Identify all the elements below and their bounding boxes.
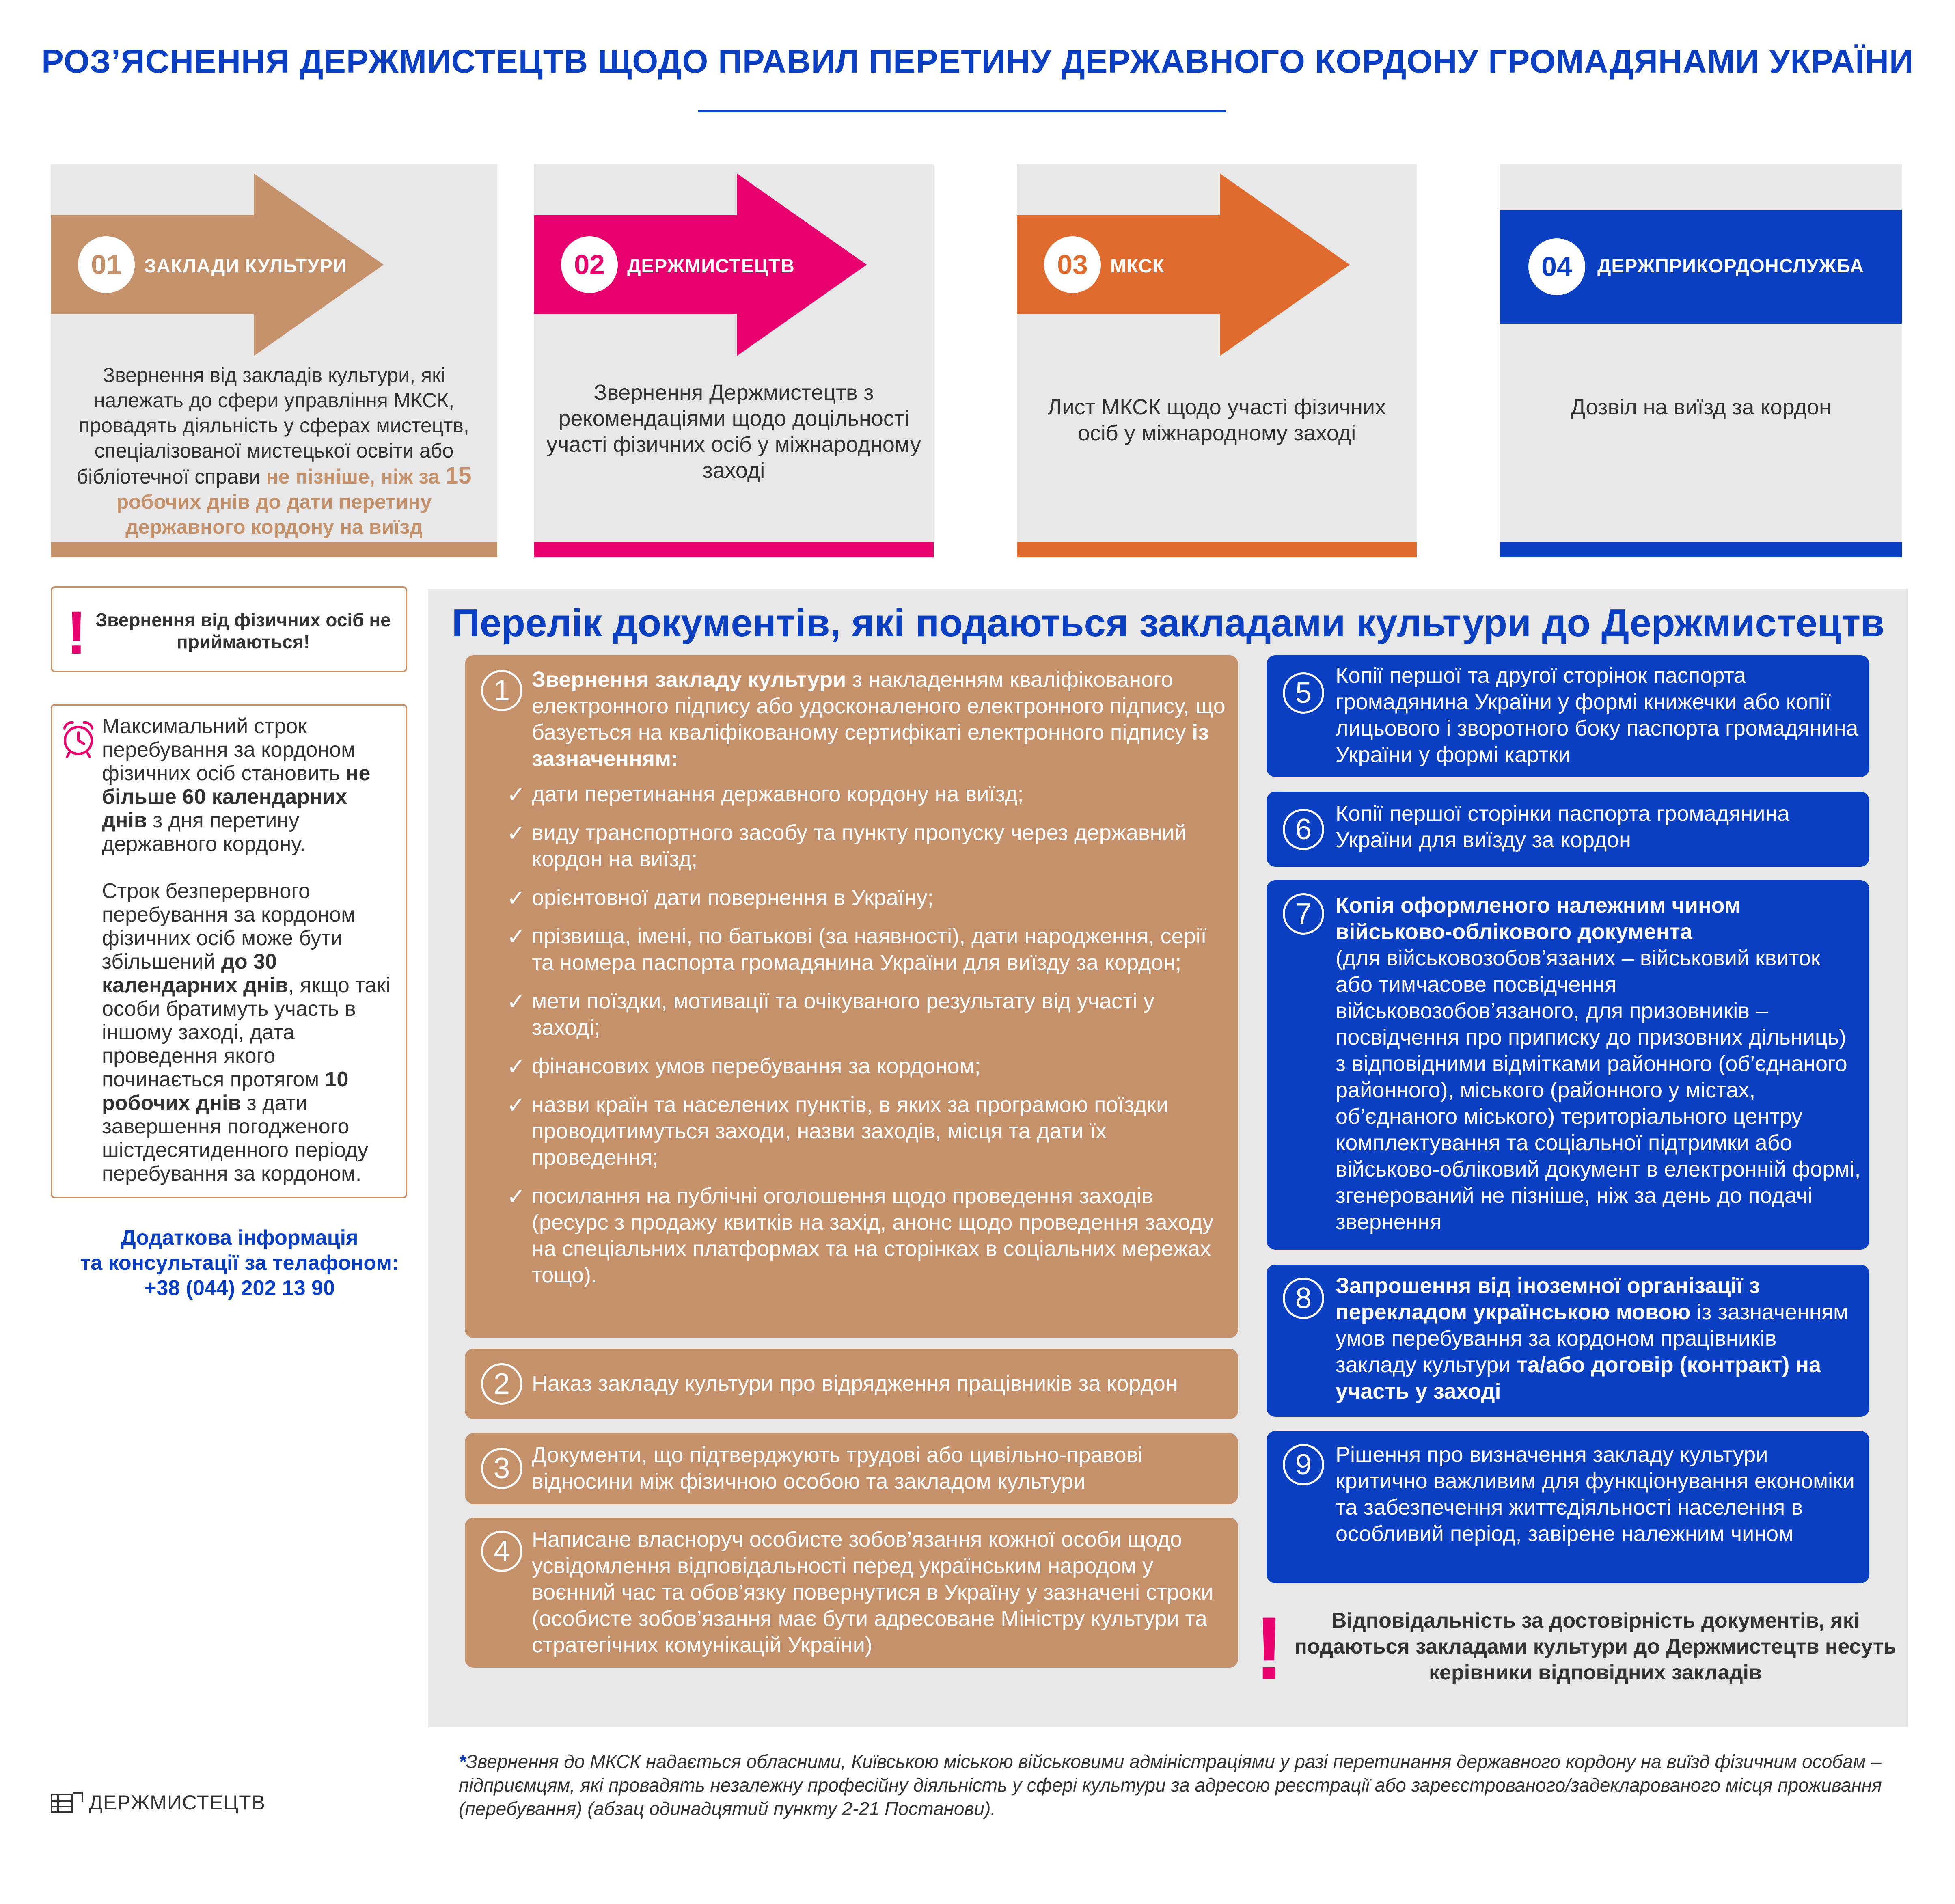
document-item-2 (465, 1349, 1238, 1419)
contact-info (41, 1225, 438, 1301)
check-icon: ✓ (507, 1092, 526, 1118)
step-bar-03 (1017, 542, 1417, 557)
info-box (51, 704, 407, 1198)
check-icon: ✓ (507, 989, 526, 1014)
contact-line-2: та консультації за телафоном: (80, 1251, 399, 1275)
exclamation-icon: ! (1254, 1598, 1284, 1698)
step-label-04: ДЕРЖПРИКОРДОНСЛУЖБА (1597, 255, 1864, 276)
number-circle-4: 4 (481, 1531, 522, 1572)
check-icon: ✓ (507, 1053, 526, 1079)
document-item-4 (465, 1518, 1238, 1668)
footnote (459, 1750, 1904, 1820)
step-bar-04 (1500, 542, 1902, 557)
document-intro-1: Звернення закладу культури з накладенням кваліфікованого електронного підпису або удосконаленого електронного підпису, що базується на кваліфікованому сертифікаті електронного підпису із зазначенням: (532, 667, 1226, 771)
document-item-5 (1267, 655, 1869, 777)
step-label-03: МКСК (1110, 255, 1165, 276)
list-item: ✓ виду транспортного засобу та пункту пропуску через державний кордон на виїзд; (507, 820, 1187, 871)
warning-text: Звернення від фізичних осіб не приймаються! (95, 609, 391, 652)
exclamation-icon: ! (66, 598, 87, 667)
step-bar-01 (51, 542, 497, 557)
document-checklist (507, 781, 1226, 1289)
document-text-3: Документи, що підтверджують трудові або цивільно-правові відносини між фізичною особою та закладом культури (532, 1443, 1143, 1494)
document-text-9: Рішення про визначення закладу культури критично важливим для функціонування економіки та забезпечення життєдіяльності населення в особливий період, завірене належним чином (1336, 1442, 1855, 1546)
step-desc-04: Дозвіл на виїзд за кордон (1571, 395, 1831, 419)
step-card-04 (1500, 164, 1902, 557)
number-circle-6: 6 (1283, 809, 1324, 850)
panel-title: Перелік документів, які подаються закладами культури до Держмистецтв (451, 601, 1885, 645)
number-circle-5: 5 (1283, 672, 1324, 714)
number-circle-1: 1 (481, 670, 522, 711)
list-item: ✓ дати перетинання державного кордону на виїзд; (507, 781, 1024, 807)
step-number-02: 02 (561, 236, 618, 293)
logo (51, 1790, 265, 1815)
list-item: ✓ назви країн та населених пунктів, в яких за програмою поїздки проводитимуться заходи, назви заходів, місця та дати їх проведення; (507, 1092, 1169, 1170)
responsibility-text: Відповідальність за достовірність документів, які подаються закладами культури до Держмистецтв несуть керівники відповідних закладів (1294, 1609, 1897, 1684)
number-circle-9: 9 (1283, 1444, 1324, 1485)
step-bar-02 (534, 542, 934, 557)
info-paragraph-1: Максимальний строк перебування за кордоном фізичних осіб становить не більше 60 календарних днів з дня перетину державного кордону. (102, 715, 371, 856)
step-desc-03: Лист МКСК щодо участі фізичних осіб у міжнародному заході (1047, 395, 1386, 445)
document-item-6 (1267, 792, 1869, 867)
footnote-text: Звернення до МКСК надається обласними, Київською міською військовими адміністраціями у разі перетинання державного кордону на виїзд фізичним особам – підприємцям, які провадять незалежну професійну діяльність у сфері культури за адресою реєстрації або зареєстрованого/задекларованого місця проживання (перебування) (абзац одинадцятий пункту 2-21 Постанови). (459, 1751, 1882, 1819)
document-text-5: Копії першої та другої сторінок паспорта громадянина України у формі книжечки або копії лицьового і зворотного боку паспорта громадянина України у формі картки (1336, 663, 1858, 767)
document-text-1 (507, 667, 1226, 1301)
document-text-8: Запрошення від іноземної організації з перекладом українською мовою із зазначенням умов перебування за кордоном працівників закладу культури та/або договір (контракт) на участь у заході (1336, 1274, 1849, 1403)
logo-text: ДЕРЖМИСТЕЦТВ (89, 1791, 265, 1814)
number-circle-3: 3 (481, 1448, 522, 1489)
check-icon: ✓ (507, 924, 526, 949)
alarm-clock-icon (60, 718, 96, 758)
list-item: ✓ прізвища, імені, по батькові (за наявності), дати народження, серії та номера паспорта громадянина України для виїзду за кордон; (507, 924, 1207, 975)
list-item: ✓ фінансових умов перебування за кордоном; (507, 1053, 981, 1079)
contact-phone[interactable]: +38 (044) 202 13 90 (144, 1276, 335, 1300)
document-text-2: Наказ закладу культури про відрядження працівників за кордон (532, 1371, 1178, 1396)
step-card-01 (51, 164, 497, 557)
check-icon: ✓ (507, 820, 526, 846)
step-desc-01: Звернення від закладів культури, які належать до сфери управління МКСК, провадять діяльність у сферах мистецтв, спеціалізованої мистецької освіти або бібліотечної справи не пізніше, ніж за 15 робочих днів до дати перетину державного кордону на виїзд (76, 364, 472, 538)
logo-icon (51, 1790, 83, 1815)
info-text (102, 715, 397, 1185)
contact-line-1: Додаткова інформація (121, 1226, 358, 1250)
page-title: РОЗ’ЯСНЕННЯ ДЕРЖМИСТЕЦТВ ЩОДО ПРАВИЛ ПЕРЕТИНУ ДЕРЖАВНОГО КОРДОНУ ГРОМАДЯНАМИ УКРАЇНИ (41, 43, 1914, 80)
number-circle-8: 8 (1283, 1278, 1324, 1319)
list-item: ✓ мети поїздки, мотивації та очікуваного результату від участі у заході; (507, 989, 1154, 1040)
list-item: ✓ орієнтовної дати повернення в Україну; (507, 885, 934, 911)
number-circle-7: 7 (1283, 893, 1324, 935)
document-text-6: Копії першої сторінки паспорта громадянина України для виїзду за кордон (1336, 801, 1790, 852)
step-label-02: ДЕРЖМИСТЕЦТВ (627, 255, 795, 276)
document-item-7 (1267, 880, 1869, 1250)
step-card-02 (534, 164, 934, 557)
check-icon: ✓ (507, 885, 526, 911)
step-desc-02: Звернення Держмистецтв з рекомендаціями щодо доцільності участі фізичних осіб у міжнародному заході (546, 380, 921, 483)
document-text-7: Копія оформленого належним чином військово-облікового документа (для військовозобов’язаних – військовий квиток або тимчасове посвідчення військовозобов’язаного, для призовників – посвідчення про приписку до призовних дільниць) з відповідними відмітками районного (об’єднаного районного), міського (районного у містах, об’єднаного міського) територіального центру комплектування та соціальної підтримки або військово-обліковий документ в електронній формі, згенерований не пізніше, ніж за день до подачі звернення (1336, 893, 1861, 1234)
number-circle-2: 2 (481, 1363, 522, 1405)
check-icon: ✓ (507, 1183, 526, 1209)
info-paragraph-2: Строк безперервного перебування за кордоном фізичних осіб може бути збільшений до 30 календарних днів, якщо такі особи братимуть участь в іншому заході, дата проведення якого починається протягом 10 робочих днів з дати завершення погодженого шістдесятиденного періоду перебування за кордоном. (102, 879, 391, 1185)
step-number-04: 04 (1528, 238, 1585, 295)
footnote-star: * (459, 1751, 466, 1772)
document-item-9 (1267, 1431, 1869, 1583)
document-item-1 (465, 655, 1238, 1338)
step-number-01: 01 (78, 236, 135, 293)
document-item-8 (1267, 1265, 1869, 1417)
step-number-03: 03 (1044, 236, 1101, 293)
check-icon: ✓ (507, 781, 526, 807)
title-divider (698, 110, 1226, 112)
document-item-3 (465, 1433, 1238, 1504)
document-text-4: Написане власноруч особисте зобов’язання кожної особи щодо усвідомлення відповідальності перед українським народом у воєнний час та обов’язку повернутися в Україну у зазначені строки (особисте зобов’язання має бути адресоване Міністру культури та стратегічних комунікацій України) (532, 1527, 1213, 1657)
step-label-01: ЗАКЛАДИ КУЛЬТУРИ (144, 255, 347, 276)
list-item: ✓ посилання на публічні оголошення щодо проведення заходів (ресурс з продажу квитків на захід, анонс щодо проведення заходу на спеціальних платформах та на сторінках в соціальних мережах тощо). (507, 1183, 1214, 1287)
step-card-03 (1017, 164, 1417, 557)
warning-box (51, 586, 407, 672)
